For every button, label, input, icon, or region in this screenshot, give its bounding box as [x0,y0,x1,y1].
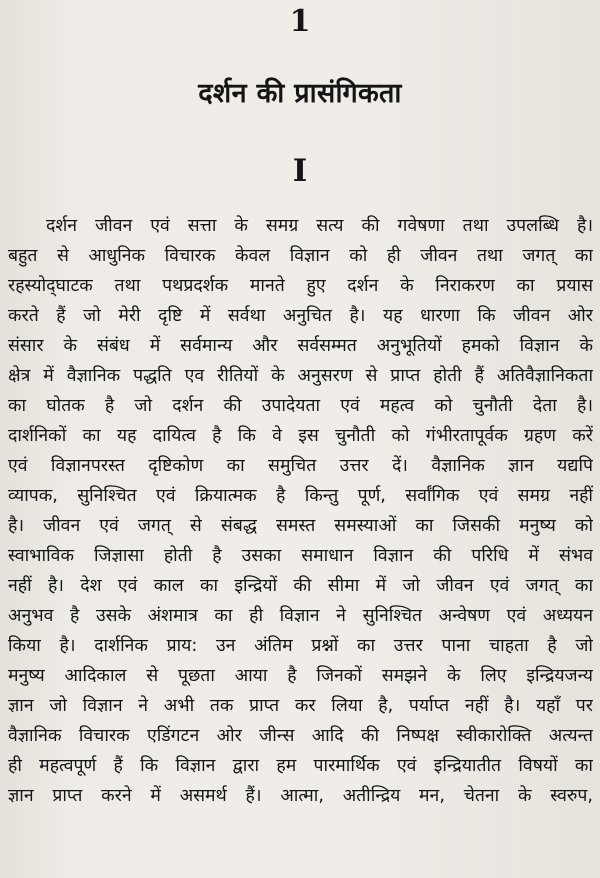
text-line: दार्शनिकों का यह दायित्व है कि वे इस चुनौती को गंभीरतापूर्वक ग्रहण करें [8,426,593,446]
text-line: ज्ञान जो विज्ञान ने अभी तक प्राप्त कर लिया है, पर्याप्त नहीं है। यहाँ पर [8,696,593,716]
text-line: अनुभव है उसके अंशमात्र का ही विज्ञान ने सुनिश्चित अन्वेषण एवं अध्ययन [8,606,593,626]
body-paragraph [8,211,593,811]
text-line: नहीं है। देश एवं काल का इन्द्रियों की सीमा में जो जीवन एवं जगत् का [8,576,593,596]
text-line: ज्ञान प्राप्त करने में असमर्थ हैं। आत्मा, अतीन्द्रिय मन, चेतना के स्वरुप, [8,786,593,806]
text-line: दर्शन जीवन एवं सत्ता के समग्र सत्य की गवेषणा तथा उपलब्धि है। [46,216,593,236]
text-line: एवं विज्ञानपरस्त दृष्टिकोण का समुचित उत्तर दें। वैज्ञानिक ज्ञान यद्यपि [8,456,593,476]
text-line: ही महत्वपूर्ण हैं कि विज्ञान द्वारा हम पारमार्थिक एवं इन्द्रियातीत विषयों का [8,756,593,776]
text-line: स्वाभाविक जिज्ञासा होती है उसका समाधान विज्ञान की परिधि में संभव [8,546,593,566]
text-line: रहस्योद्‌घाटक तथा पथप्रदर्शक मानते हुए दर्शन के निराकरण का प्रयास [8,276,593,296]
text-line: क्षेत्र में वैज्ञानिक पद्धति एव रीतियों के अनुसरण से प्राप्त होती हैं अतिवैज्ञानिकता [8,366,593,386]
text-line: है। जीवन एवं जगत् से संबद्ध समस्त समस्याओं का जिसकी मनुष्य को [8,516,593,536]
chapter-title: दर्शन की प्रासंगिकता [198,78,402,109]
text-line: संसार के संबंध में सर्वमान्य और सर्वसम्मत अनुभूतियों हमको विज्ञान के [8,336,593,356]
text-line: का घोतक है जो दर्शन की उपादेयता एवं महत्व को चुनौती देता है। [8,396,593,416]
section-number: I [292,153,308,189]
text-line: बहुत से आधुनिक विचारक केवल विज्ञान को ही जीवन तथा जगत् का [8,246,593,266]
text-line: व्यापक, सुनिश्चित एवं क्रियात्मक है किन्तु पूर्ण, सर्वांगिक एवं समग्र नहीं [8,486,593,506]
text-line: वैज्ञानिक विचारक एडिंगटन ओर जीन्स आदि की निष्पक्ष स्वीकारोक्ति अत्यन्त [8,726,593,746]
text-line: किया है। दार्शनिक प्राय: उन अंतिम प्रश्नों का उत्तर पाना चाहता है जो [8,636,593,656]
text-line: मनुष्य आदिकाल से पूछता आया है जिनकों समझने के लिए इन्द्रियजन्य [8,666,593,686]
chapter-number: 1 [289,4,311,39]
text-line: करते हैं जो मेरी दृष्टि में सर्वथा अनुचित है। यह धारणा कि जीवन ओर [8,306,593,326]
